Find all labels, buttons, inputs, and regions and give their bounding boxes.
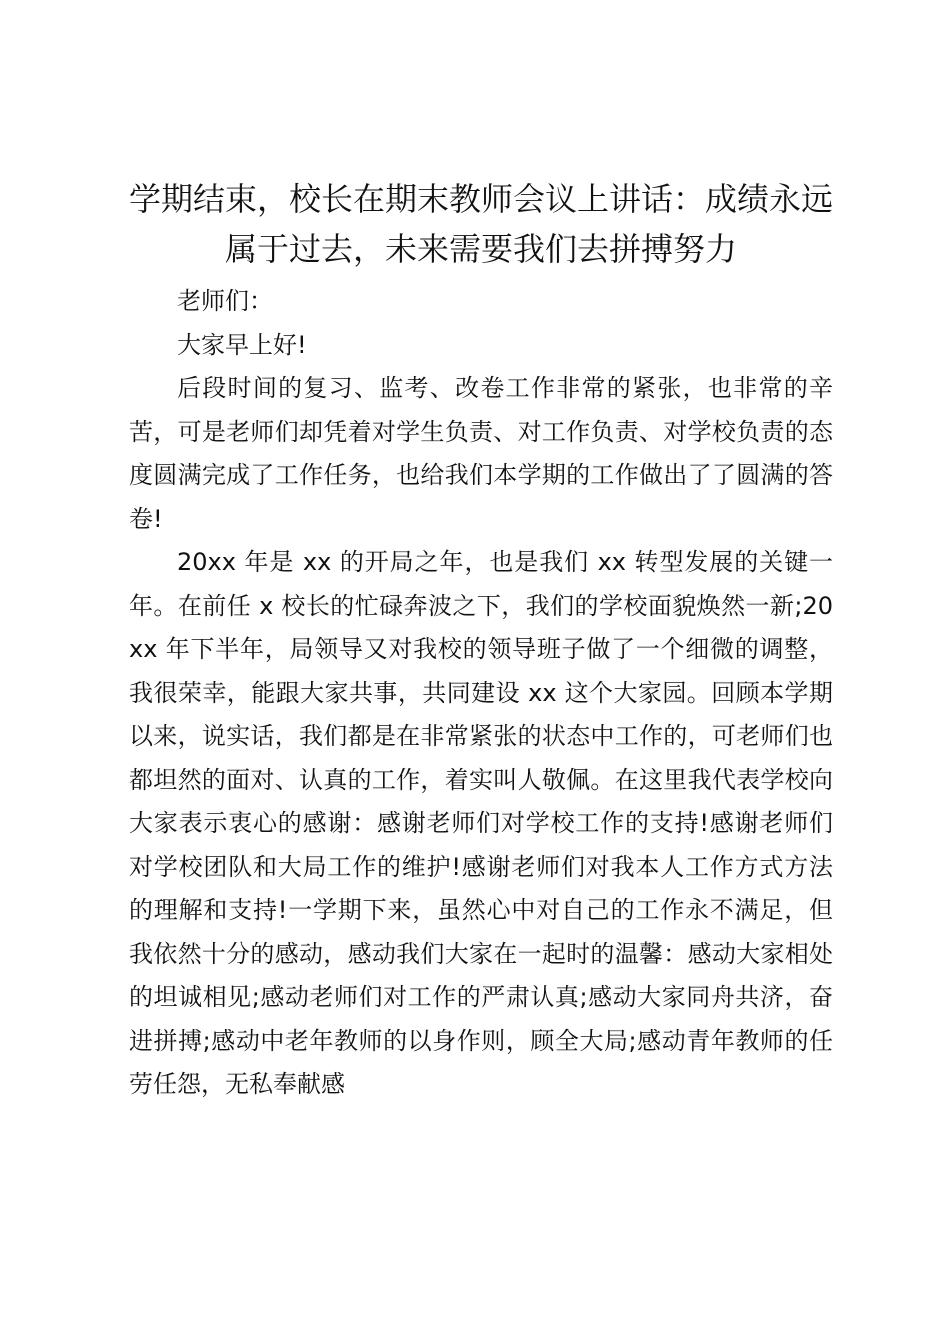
document-body: [129, 174, 833, 1107]
body-paragraph: 20xx 年是 xx 的开局之年，也是我们 xx 转型发展的关键一年。在前任 x 校长的忙碌奔波之下，我们的学校面貌焕然一新;20xx 年下半年，局领导又对我校的领导班子做了一个细微的调整，我很荣幸，能跟大家共事，共同建设 xx 这个大家园。回顾本学期以来，说实话，我们都是在非常紧张的状态中工作的，可老师们也都坦然的面对、认真的工作，着实叫人敬佩。在这里我代表学校向大家表示衷心的感谢：感谢老师们对学校工作的支持!感谢老师们对学校团队和大局工作的维护!感谢老师们对我本人工作方式方法的理解和支持!一学期下来，虽然心中对自己的工作永不满足，但我依然十分的感动，感动我们大家在一起时的温馨：感动大家相处的坦诚相见;感动老师们对工作的严肃认真;感动大家同舟共济，奋进拼搏;感动中老年教师的以身作则，顾全大局;感动青年教师的任劳任怨，无私奉献感: [129, 548, 833, 1098]
greeting-paragraph: 大家早上好!: [177, 330, 307, 359]
salutation-paragraph: 老师们：: [177, 287, 273, 315]
document-title: 学期结束，校长在期末教师会议上讲话：成绩永远属于过去，未来需要我们去拼搏努力: [129, 180, 834, 268]
body-paragraph: 后段时间的复习、监考、改卷工作非常的紧张，也非常的辛苦，可是老师们却凭着对学生负责、对工作负责、对学校负责的态度圆满完成了工作任务，也给我们本学期的工作做出了了圆满的答卷!: [129, 374, 833, 533]
